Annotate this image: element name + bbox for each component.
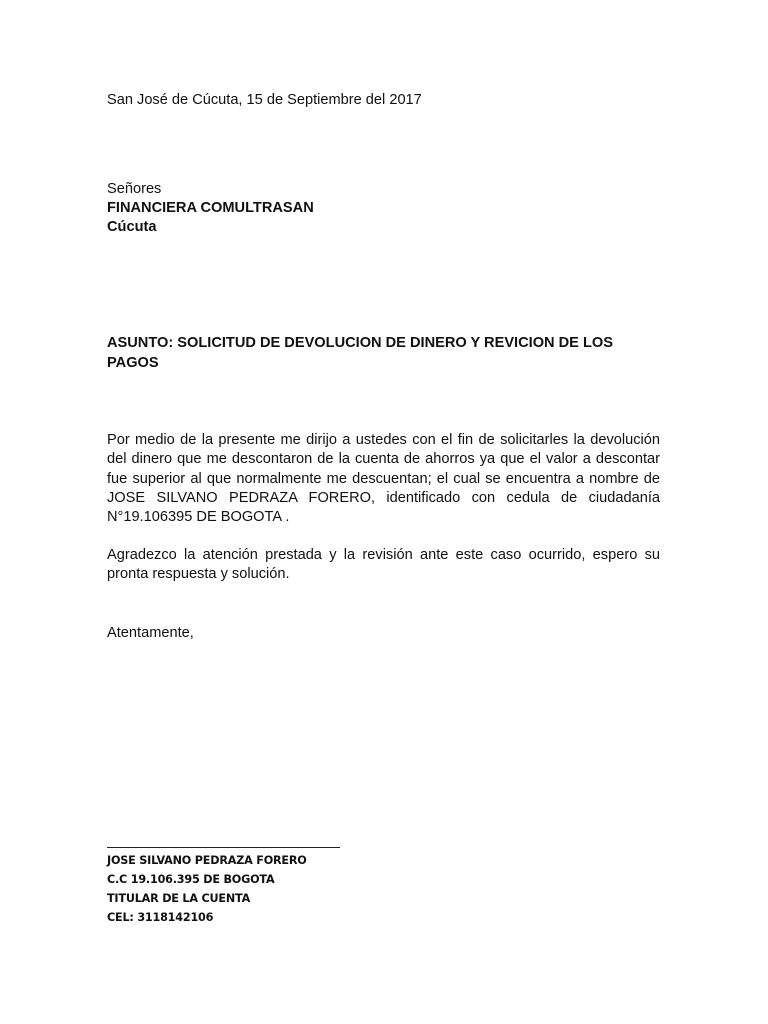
- signature-line: [107, 847, 340, 848]
- signature-name: JOSE SILVANO PEDRAZA FORERO: [107, 854, 307, 867]
- date-line: San José de Cúcuta, 15 de Septiembre del 2017: [107, 92, 422, 108]
- subject-line: ASUNTO: SOLICITUD DE DEVOLUCION DE DINERO Y REVICION DE LOS PAGOS: [107, 335, 613, 371]
- signature-block: [107, 851, 307, 927]
- signature-id: C.C 19.106.395 DE BOGOTA: [107, 873, 275, 886]
- recipient-salutation: Señores: [107, 181, 162, 197]
- signature-phone: CEL: 3118142106: [107, 911, 214, 924]
- closing-line: Atentamente,: [107, 625, 194, 641]
- signature-role: TITULAR DE LA CUENTA: [107, 892, 251, 905]
- body-paragraph-1: Por medio de la presente me dirijo a ustedes con el fin de solicitarles la devolución del dinero que me descontaron de la cuenta de ahorros ya que el valor a descontar fue superior al que normalmente me descuentan; el cual se encuentra a nombre de JOSE SILVANO PEDRAZA FORERO, identificado con cedula de ciudadanía N°19.106395 DE BOGOTA .: [107, 432, 660, 526]
- recipient-city: Cúcuta: [107, 219, 157, 235]
- body-paragraph-2: Agradezco la atención prestada y la revisión ante este caso ocurrido, espero su pronta respuesta y solución.: [107, 547, 660, 583]
- recipient-block: [107, 180, 314, 237]
- recipient-company: FINANCIERA COMULTRASAN: [107, 200, 314, 216]
